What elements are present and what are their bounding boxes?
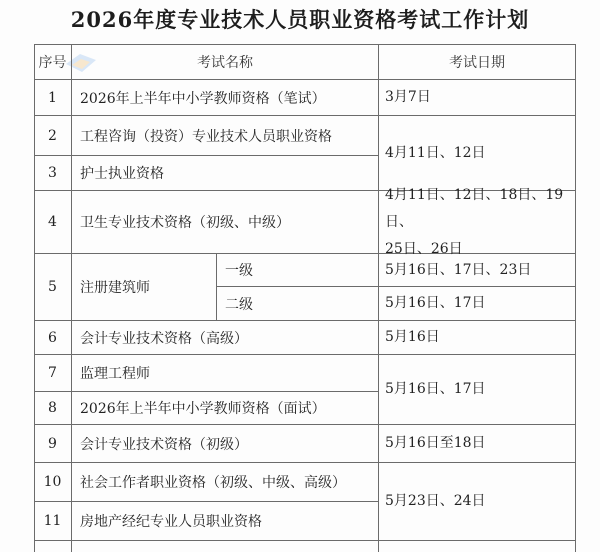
row-6-exam-name: 会计专业技术资格（高级） [80,330,248,347]
header-number: 序号 [38,55,67,71]
row-4-date-line-1: 4月11日、12日、18日、19日、 [385,186,564,230]
row-4-number: 4 [48,214,57,230]
row-9-exam-name: 会计专业技术资格（初级） [80,436,248,453]
row-9-exam-date: 5月16日至18日 [385,435,486,451]
row-3-number: 3 [48,165,57,181]
row-8-exam-name: 2026年上半年中小学教师资格（面试） [80,401,326,417]
header-exam-name: 考试名称 [197,55,253,71]
row-5-sub-2-date: 5月16日、17日 [385,295,486,311]
row-5-sub-level-1: 一级 [225,263,253,279]
row-9-number: 9 [48,435,57,452]
row-5-exam-name: 注册建筑师 [80,280,150,296]
row-10-exam-name: 社会工作者职业资格（初级、中级、高级） [80,475,346,491]
header-exam-date: 考试日期 [449,55,505,71]
row-2-3-exam-date: 4月11日、12日 [385,144,486,161]
row-1-exam-date: 3月7日 [385,89,431,105]
row-3-exam-name: 护士执业资格 [80,166,164,182]
row-11-exam-name: 房地产经纪专业人员职业资格 [80,514,262,530]
row-7-exam-name: 监理工程师 [80,366,150,382]
row-4-date-line-2: 25日、26日 [385,240,463,257]
row-6-number: 6 [48,329,57,346]
row-1-number: 1 [48,89,57,106]
row-2-number: 2 [48,127,57,144]
row-5-number: 5 [48,279,57,295]
row-5-sub-level-2: 二级 [225,296,253,313]
row-8-number: 8 [48,400,57,416]
document-title: 2026年度专业技术人员职业资格考试工作计划 [70,7,530,32]
row-1-exam-name: 2026年上半年中小学教师资格（笔试） [80,90,326,107]
row-4-exam-name: 卫生专业技术资格（初级、中级） [80,215,290,231]
row-6-exam-date: 5月16日 [385,329,440,345]
row-10-11-exam-date: 5月23日、24日 [385,493,486,509]
row-11-number: 11 [43,513,62,529]
row-10-number: 10 [43,474,62,490]
row-2-exam-name: 工程咨询（投资）专业技术人员职业资格 [80,128,332,145]
row-7-8-exam-date: 5月16日、17日 [385,381,486,397]
row-4-exam-date [379,186,575,257]
row-7-number: 7 [48,365,57,381]
row-5-sub-1-date: 5月16日、17日、23日 [385,261,532,278]
